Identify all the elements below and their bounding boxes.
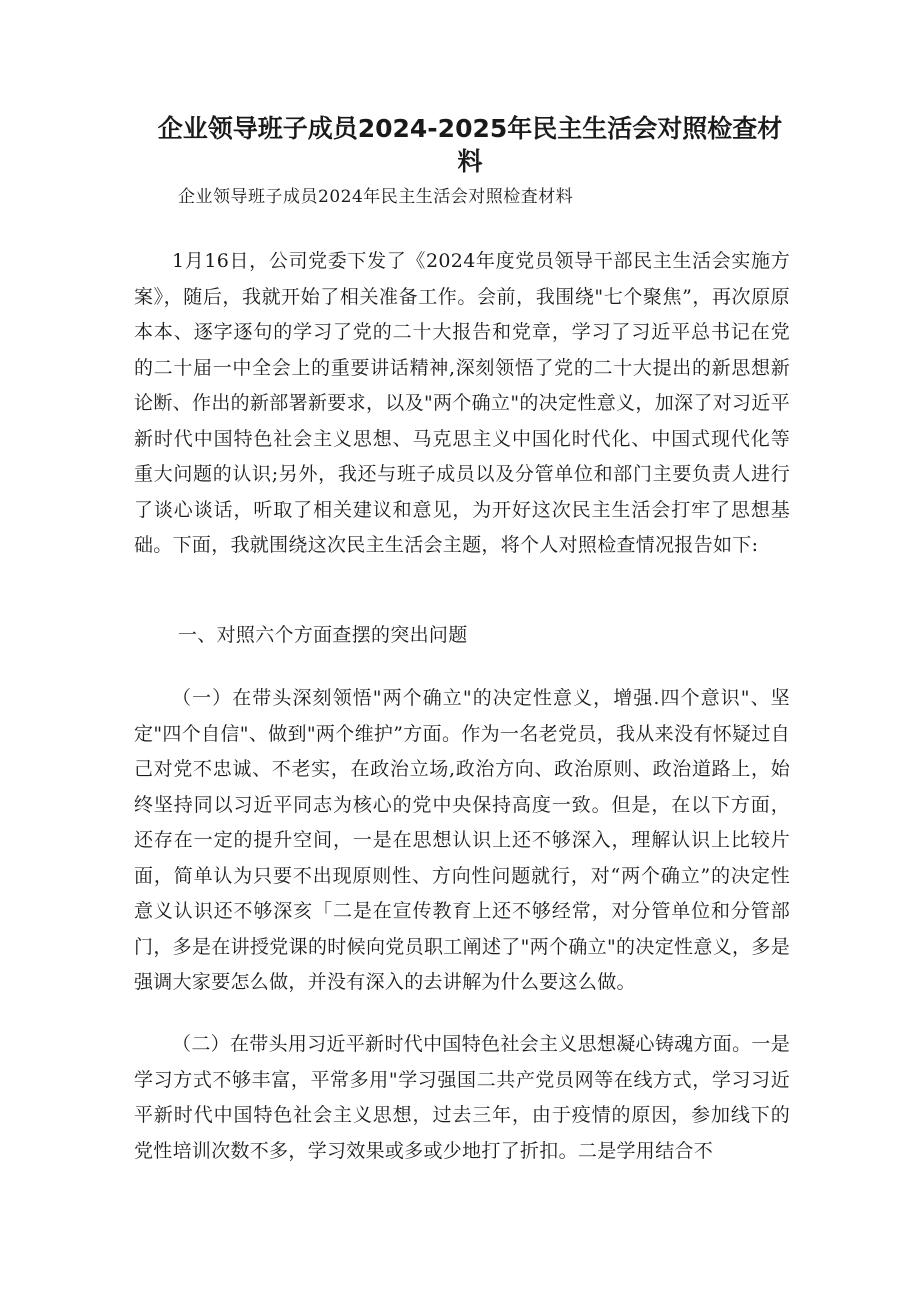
- paragraph-item-1: （一）在带头深刻领悟"两个确立"的决定性意义，增强.四个意识"、坚定"四个自信"、做到"两个维护”方面。作为一名老党员，我从来没有怀疑过自己对党不忠诚、不老实，在政治立场,政治方向、政治原则、政治道路上，始终坚持同以习近平同志为核心的党中央保持高度一致。但是，在以下方面，还存在一定的提升空间，一是在思想认识上还不够深入，理解认识上比较片面，简单认为只要不出现原则性、方向性问题就行，对“两个确立”的决定性意义认识还不够深亥「二是在宣传教育上还不够经常，对分管单位和分管部门，多是在讲授党课的时候向党员职工阐述了"两个确立"的决定性意义，多是强调大家要怎么做，并没有深入的去讲解为什么要这么做。: [134, 687, 790, 993]
- paragraph-item-2: （二）在带头用习近平新时代中国特色社会主义思想凝心铸魂方面。一是学习方式不够丰富，平常多用"学习强国二共产党员网等在线方式，学习习近平新时代中国特色社会主义思想，过去三年，由于疫情的原因，参加线下的党性培训次数不多，学习效果或多或少地打了折扣。二是学用结合不: [134, 1033, 790, 1162]
- document-title: 企业领导班子成员2024-2025年民主生活会对照检查材料: [157, 114, 783, 176]
- section-heading: 一、对照六个方面查摆的突出问题: [178, 624, 468, 646]
- document-subtitle: 企业领导班子成员2024年民主生活会对照检査材料: [178, 187, 574, 207]
- paragraph-intro: 1月16日，公司党委下发了《2024年度党员领导干部民主生活会实施方案》，随后，我就开始了相关准备工作。会前，我围绕"七个聚焦”，再次原原本本、逐字逐句的学习了党的二十大报告和党章，学习了习近平总书记在党的二十届一中全会上的重要讲话精神,深刻领悟了党的二十大提出的新思想新论断、作出的新部署新要求，以及"两个确立"的决定性意义，加深了对习近平新时代中国特色社会主义思想、马克思主义中国化时代化、中国式现代化等重大问题的认识;另外，我还与班子成员以及分管单位和部门主要负责人进行了谈心谈话，听取了相关建议和意见，为开好这次民主生活会打牢了思想基础。下面，我就围绕这次民主生活会主题，将个人对照检查情况报告如下:: [134, 250, 790, 556]
